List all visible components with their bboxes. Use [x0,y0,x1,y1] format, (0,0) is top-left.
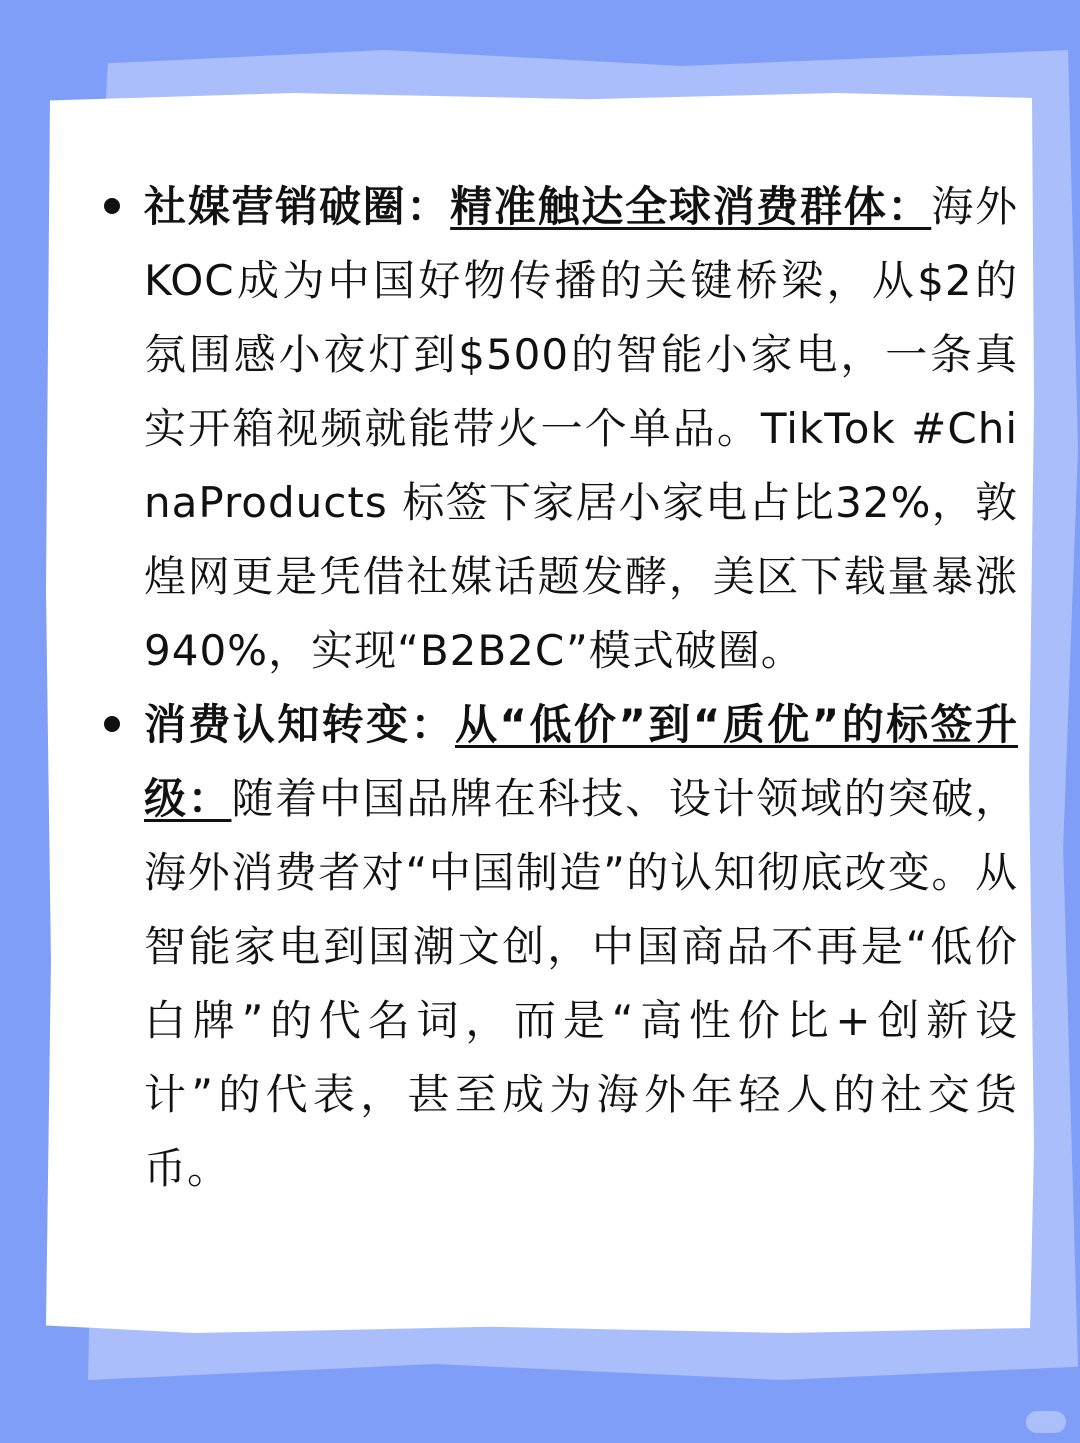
bullet-item-social-media [98,170,1018,688]
bullet-heading: 消费认知转变： [144,700,455,749]
bullet-item-consumer-perception [98,688,1018,1206]
watermark-logo [1026,1411,1066,1433]
bullet-dot-icon [104,716,120,732]
content-area [98,170,1018,1206]
bullet-subheading: 精准触达全球消费群体： [450,182,932,231]
bullet-body: 随着中国品牌在科技、设计领域的突破，海外消费者对“中国制造”的认知彻底改变。从智能家电到国潮文创，中国商品不再是“低价白牌”的代名词，而是“高性价比+创新设计”的代表，甚至成为海外年轻人的社交货币。 [144,774,1018,1193]
bullet-dot-icon [104,198,120,214]
bullet-subheading: 从“低价”到“质优”的标签升级： [144,700,1018,823]
bullet-body: 海外KOC成为中国好物传播的关键桥梁，从$2的氛围感小夜灯到$500的智能小家电，一条真实开箱视频就能带火一个单品。TikTok #ChinaProducts 标签下家居小家电占比32%，敦煌网更是凭借社媒话题发酵，美区下载量暴涨940%，实现“B2B2C”模式破圈。 [144,182,1018,675]
bullet-heading: 社媒营销破圈： [144,182,451,231]
